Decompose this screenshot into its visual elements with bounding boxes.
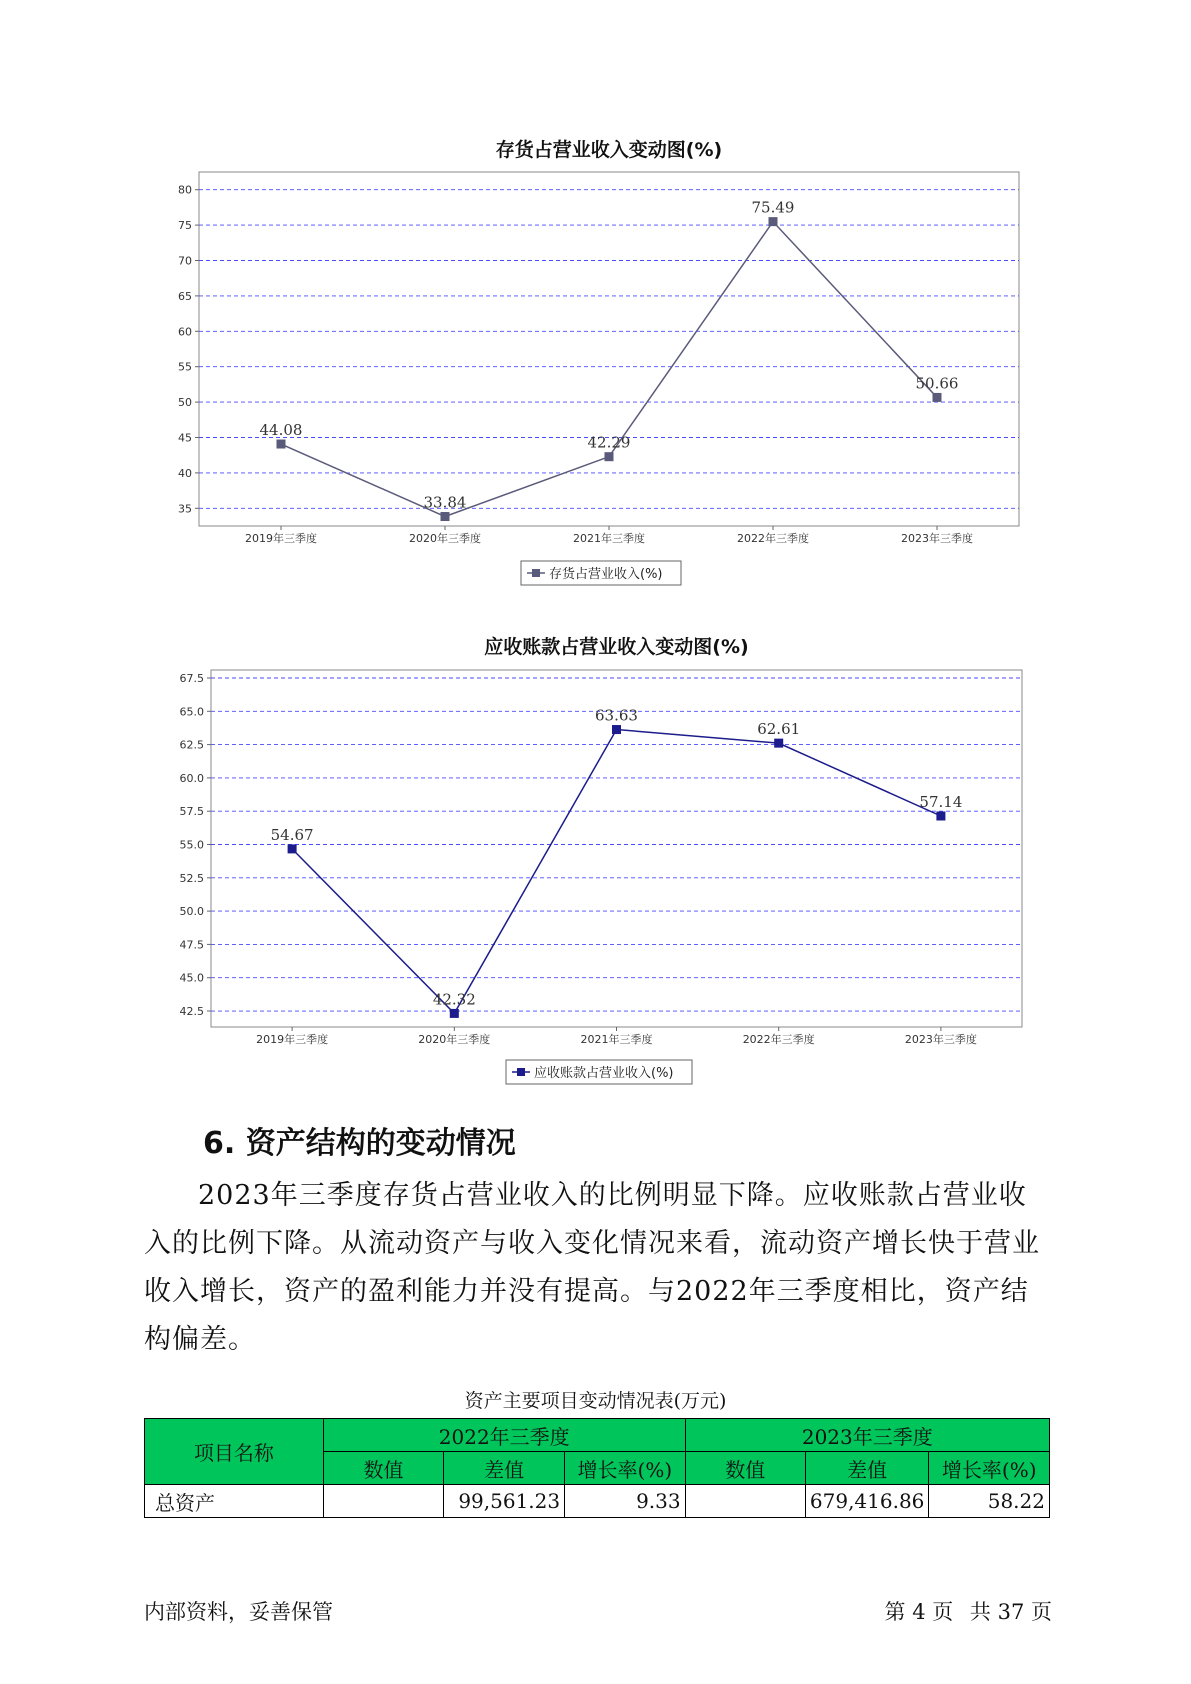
asset-change-table	[144, 1418, 1050, 1518]
x-tick-label: 2021年三季度	[580, 1033, 653, 1046]
inventory-chart-svg	[0, 130, 1191, 590]
y-tick-label: 40	[178, 466, 192, 480]
data-point	[450, 1009, 459, 1018]
data-point	[605, 452, 614, 461]
period-header-2022: 2022年三季度	[323, 1419, 685, 1452]
data-point	[277, 440, 286, 449]
y-tick-label: 35	[178, 502, 192, 516]
table-header-row	[145, 1419, 1050, 1452]
data-label: 63.63	[595, 706, 638, 725]
data-label: 42.29	[587, 433, 631, 452]
data-label: 33.84	[423, 493, 467, 512]
data-label: 57.14	[919, 792, 963, 811]
y-tick-label: 47.5	[179, 938, 204, 952]
y-tick-label: 80	[178, 183, 192, 197]
y-tick-label: 62.5	[179, 738, 204, 752]
y-tick-label: 52.5	[179, 871, 204, 885]
y-tick-label: 50	[178, 396, 192, 410]
data-label: 54.67	[270, 825, 314, 844]
y-tick-label: 50.0	[179, 905, 204, 919]
x-tick-label: 2021年三季度	[573, 532, 645, 545]
y-tick-label: 60	[178, 325, 192, 339]
footer-confidential: 内部资料，妥善保管	[144, 1600, 333, 1624]
footer-pagination	[875, 1596, 1052, 1626]
y-tick-label: 42.5	[179, 1005, 204, 1019]
x-tick-label: 2019年三季度	[245, 532, 317, 545]
cell-diff: 99,561.23	[444, 1485, 565, 1518]
data-point	[936, 811, 945, 820]
legend-label: 存货占营业收入(%)	[549, 567, 663, 582]
y-tick-label: 57.5	[179, 805, 204, 819]
y-tick-label: 55.0	[179, 838, 204, 852]
x-tick-label: 2023年三季度	[901, 532, 973, 545]
page-number: 第 4 页	[884, 1600, 954, 1624]
chart-title: 应收账款占营业收入变动图(%)	[484, 636, 749, 658]
receivables-chart-svg	[0, 630, 1191, 1090]
y-tick-label: 45.0	[179, 971, 204, 985]
data-point	[288, 844, 297, 853]
legend-marker	[532, 569, 540, 577]
cell-value	[323, 1485, 443, 1518]
period-header-2023: 2023年三季度	[685, 1419, 1049, 1452]
x-tick-label: 2022年三季度	[737, 532, 809, 545]
data-point	[933, 393, 942, 402]
table-caption: 资产主要项目变动情况表(万元)	[464, 1390, 727, 1412]
data-point	[612, 725, 621, 734]
subheader-growth: 增长率(%)	[565, 1452, 685, 1485]
y-tick-label: 45	[178, 431, 192, 445]
x-tick-label: 2023年三季度	[904, 1033, 977, 1046]
data-point	[769, 217, 778, 226]
y-tick-label: 65.0	[179, 705, 204, 719]
data-point	[441, 512, 450, 521]
chart-title: 存货占营业收入变动图(%)	[495, 139, 723, 161]
legend-marker	[517, 1068, 525, 1076]
x-tick-label: 2020年三季度	[418, 1033, 491, 1046]
data-label: 62.61	[757, 720, 801, 739]
y-tick-label: 67.5	[179, 671, 204, 685]
subheader-diff: 差值	[444, 1452, 565, 1485]
data-point	[774, 739, 783, 748]
y-tick-label: 55	[178, 360, 192, 374]
x-tick-label: 2020年三季度	[409, 532, 481, 545]
receivables-chart	[0, 630, 1191, 1090]
data-label: 42.32	[432, 990, 476, 1009]
subheader-value: 数值	[323, 1452, 443, 1485]
subheader-growth: 增长率(%)	[929, 1452, 1050, 1485]
subheader-diff: 差值	[805, 1452, 929, 1485]
y-tick-label: 65	[178, 289, 192, 303]
subheader-value: 数值	[685, 1452, 805, 1485]
cell-value	[685, 1485, 805, 1518]
cell-growth: 58.22	[929, 1485, 1050, 1518]
y-tick-label: 75	[178, 219, 192, 233]
inventory-chart	[0, 130, 1191, 590]
x-tick-label: 2022年三季度	[742, 1033, 815, 1046]
data-label: 75.49	[751, 198, 795, 217]
data-label: 44.08	[259, 421, 303, 440]
y-tick-label: 70	[178, 254, 192, 268]
item-name-header: 项目名称	[145, 1419, 324, 1485]
y-tick-label: 60.0	[179, 771, 204, 785]
data-label: 50.66	[915, 374, 959, 393]
table-row	[145, 1485, 1050, 1518]
cell-growth: 9.33	[565, 1485, 685, 1518]
section-heading: 6. 资产结构的变动情况	[203, 1126, 516, 1161]
cell-diff: 679,416.86	[805, 1485, 929, 1518]
legend-label: 应收账款占营业收入(%)	[534, 1066, 674, 1081]
section-paragraph: 2023年三季度存货占营业收入的比例明显下降。应收账款占营业收入的比例下降。从流动资产与收入变化情况来看，流动资产增长快于营业收入增长，资产的盈利能力并没有提高。与2022年三季度相比，资产结构偏差。	[144, 1180, 1040, 1355]
total-pages: 共 37 页	[969, 1600, 1052, 1624]
x-tick-label: 2019年三季度	[256, 1033, 329, 1046]
row-name: 总资产	[145, 1485, 324, 1518]
